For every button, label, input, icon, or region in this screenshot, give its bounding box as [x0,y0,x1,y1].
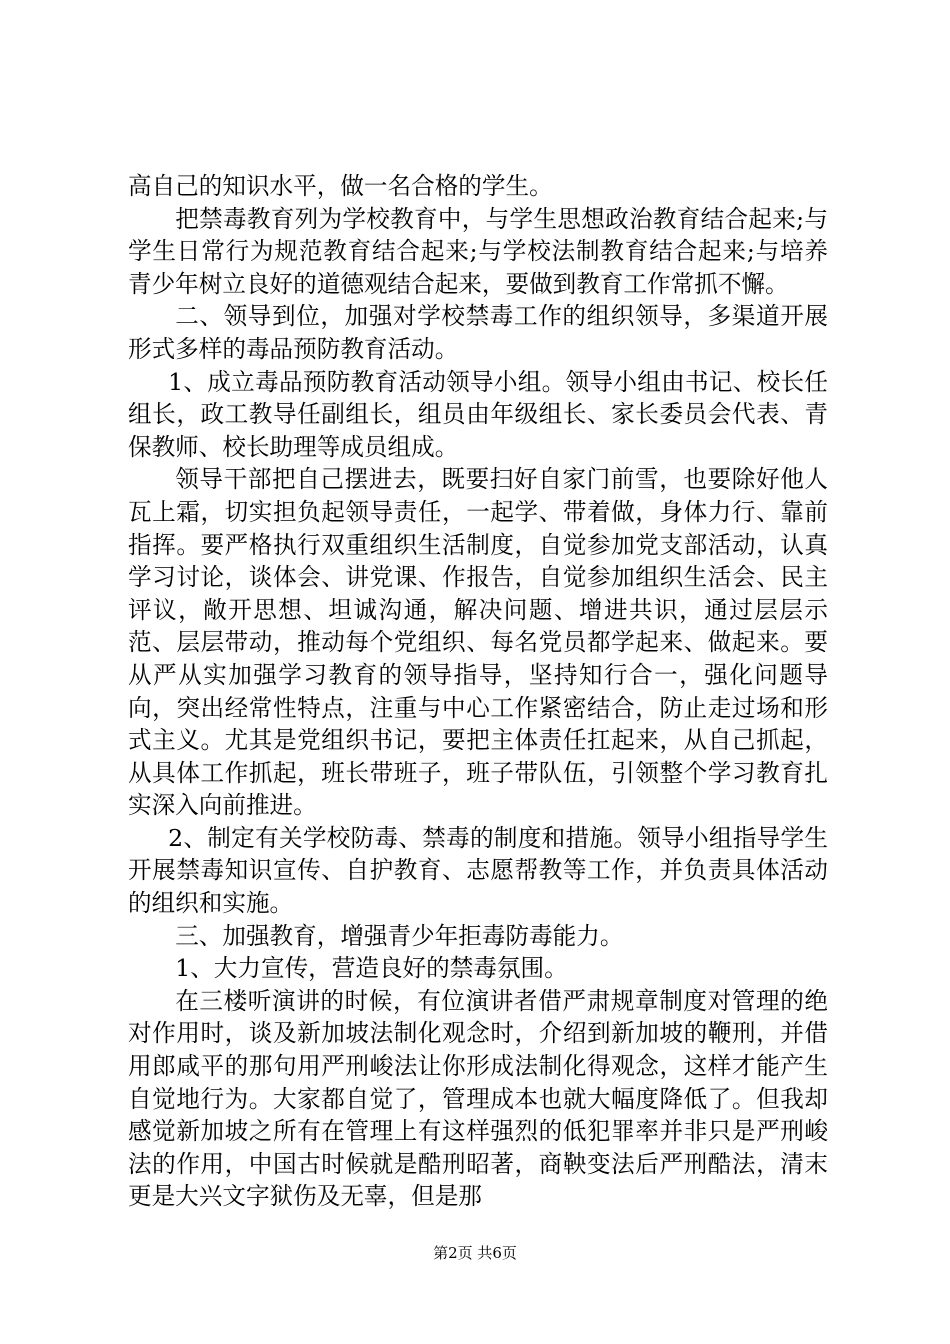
paragraph-1: 高自己的知识水平，做一名合格的学生。 [128,172,553,200]
section-heading-2: 二、领导到位，加强对学校禁毒工作的组织领导，多渠道开展形式多样的毒品预防教育活动。 [128,302,828,363]
paragraph-2: 把禁毒教育列为学校教育中，与学生思想政治教育结合起来;与学生日常行为规范教育结合起来;与学校法制教育结合起来;与培养青少年树立良好的道德观结合起来，要做到教育工作常抓不懈。 [128,204,828,298]
subheading-item-1: 1、大力宣传，营造良好的禁毒氛围。 [175,954,568,983]
paragraph-leadership: 领导干部把自己摆进去，既要扫好自家门前雪，也要除好他人瓦上霜，切实担负起领导责任，一起学、带着做，身体力行、靠前指挥。要严格执行双重组织生活制度，自觉参加党支部活动，认真学习讨论，谈体会、讲党课、作报告，自觉参加组织生活会、民主评议，敞开思想、坦诚沟通，解决问题、增进共识，通过层层示范、层层带动，推动每个党组织、每名党员都学起来、做起来。要从严从实加强学习教育的领导指导，坚持知行合一，强化问题导向，突出经常性特点，注重与中心工作紧密结合，防止走过场和形式主义。尤其是党组织书记，要把主体责任扛起来，从自己抓起，从具体工作抓起，班长带班子，班子带队伍，引领整个学习教育扎实深入向前推进。 [128,465,828,820]
paragraph-item-2: 2、制定有关学校防毒、禁毒的制度和措施。领导小组指导学生开展禁毒知识宣传、自护教育、志愿帮教等工作，并负责具体活动的组织和实施。 [128,823,828,918]
section-heading-3: 三、加强教育，增强青少年拒毒防毒能力。 [175,921,624,950]
paragraph-item-1: 1、成立毒品预防教育活动领导小组。领导小组由书记、校长任组长，政工教导任副组长，组员由年级组长、家长委员会代表、青保教师、校长助理等成员组成。 [128,367,828,461]
document-body [128,170,828,1213]
paragraph-speech: 在三楼听演讲的时候，有位演讲者借严肃规章制度对管理的绝对作用时，谈及新加坡法制化观念时，介绍到新加坡的鞭刑，并借用郎咸平的那句用严刑峻法让你形成法制化得观念，这样才能产生自觉地行为。大家都自觉了，管理成本也就大幅度降低了。但我却感觉新加坡之所有在管理上有这样强烈的低犯罪率并非只是严刑峻法的作用，中国古时候就是酷刑昭著，商鞅变法后严刑酷法，清末更是大兴文字狱伤及无辜，但是那 [128,986,828,1211]
page-footer: 第2页 共6页 [433,1244,517,1262]
